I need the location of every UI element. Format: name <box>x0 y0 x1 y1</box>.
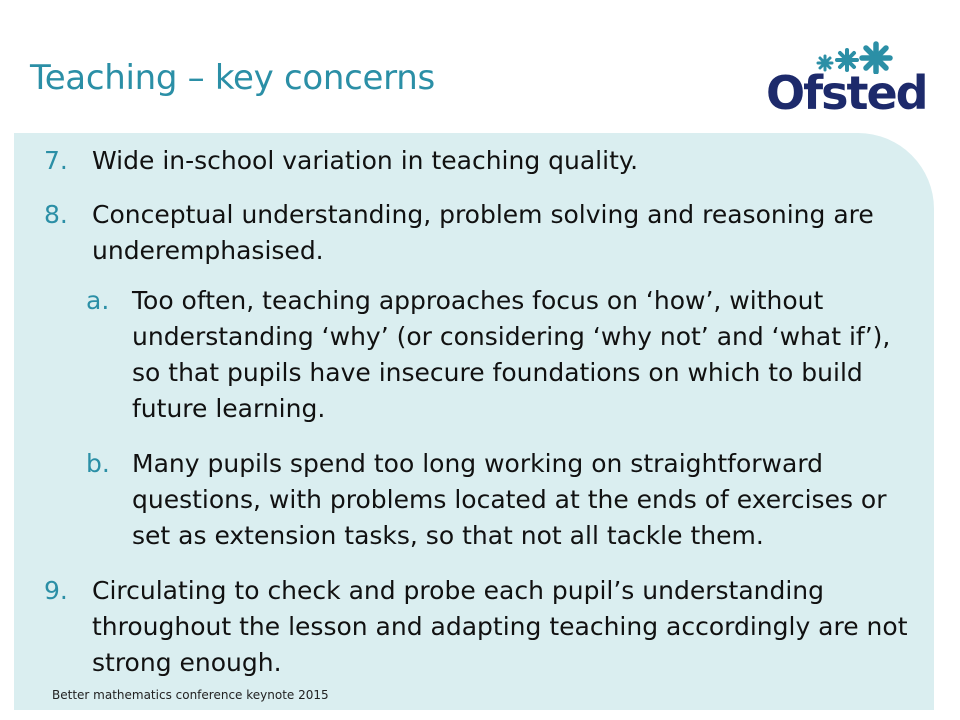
logo-wordmark: Ofsted <box>766 66 927 120</box>
footer-text: Better mathematics conference keynote 2015 <box>52 688 329 702</box>
content-panel <box>14 133 934 710</box>
item-text: Many pupils spend too long working on straightforward questions, with problems located at the ends of exercises or set as extension tasks, so that not all tackle them. <box>132 449 887 550</box>
item-text: Too often, teaching approaches focus on ‘how’, without understanding ‘why’ (or considering ‘why not’ and ‘what if’), so that pupils have insecure foundations on which to build future learning. <box>132 286 891 423</box>
item-text: Wide in-school variation in teaching quality. <box>92 146 639 175</box>
ofsted-logo <box>762 40 927 120</box>
item-number: 7. <box>44 146 68 175</box>
item-text: Conceptual understanding, problem solving and reasoning are underemphasised. <box>92 200 874 265</box>
item-text: Circulating to check and probe each pupil’s understanding throughout the lesson and adapting teaching accordingly are not strong enough. <box>92 576 908 677</box>
item-number: 9. <box>44 576 68 605</box>
item-letter: a. <box>86 286 110 315</box>
item-letter: b. <box>86 449 110 478</box>
slide-title: Teaching – key concerns <box>30 58 435 98</box>
item-number: 8. <box>44 200 68 229</box>
